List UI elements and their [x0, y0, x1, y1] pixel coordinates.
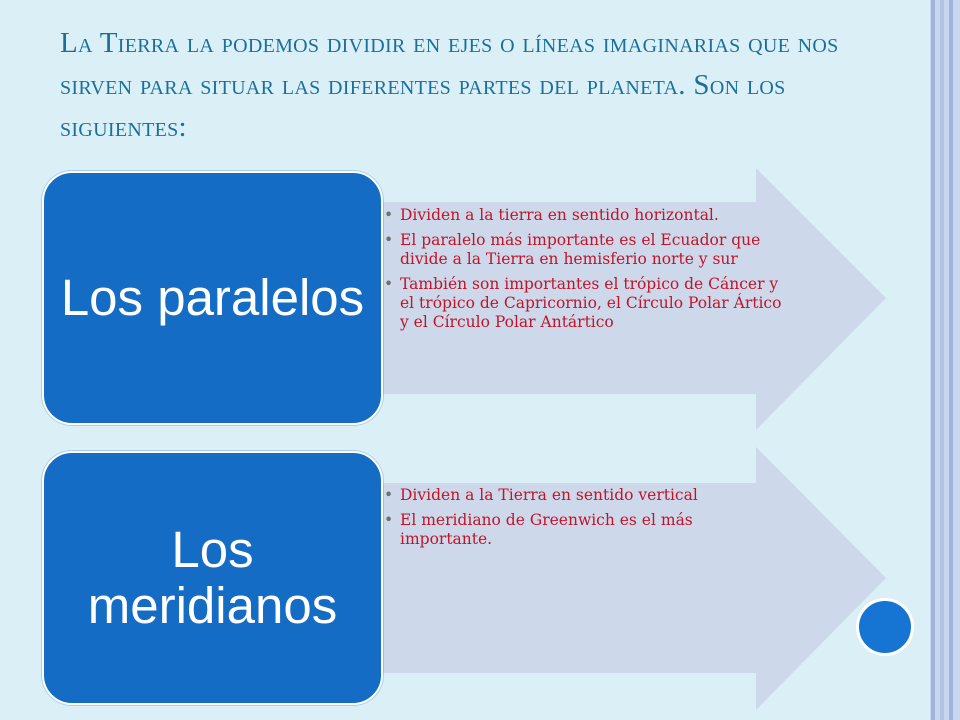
label-meridianos: Los meridianos	[87, 521, 338, 634]
bullet-item: • El meridiano de Greenwich es el más importante.	[384, 511, 789, 549]
box-paralelos	[42, 171, 383, 425]
label-paralelos: Los paralelos	[60, 269, 365, 326]
bullets-meridianos	[384, 486, 789, 555]
bullet-item: • Dividen a la tierra en sentido horizontal.	[384, 206, 789, 225]
box-meridianos	[42, 451, 383, 705]
bullet-item: • También son importantes el trópico de Cáncer y el trópico de Capricornio, el Círculo Polar Ártico y el Círculo Polar Antártico	[384, 275, 789, 332]
side-stripe-1	[931, 0, 935, 720]
side-stripe-2	[940, 0, 944, 720]
bullets-paralelos	[384, 206, 789, 338]
side-stripe-3	[949, 0, 953, 720]
decorative-circle	[856, 598, 914, 656]
bullet-item: • El paralelo más importante es el Ecuador que divide a la Tierra en hemisferio norte y sur	[384, 231, 789, 269]
slide-title: La Tierra la podemos dividir en ejes o líneas imaginarias que nos sirven para situar las diferentes partes del planeta. Son los siguientes:	[60, 27, 839, 143]
bullet-item: • Dividen a la Tierra en sentido vertical	[384, 486, 789, 505]
